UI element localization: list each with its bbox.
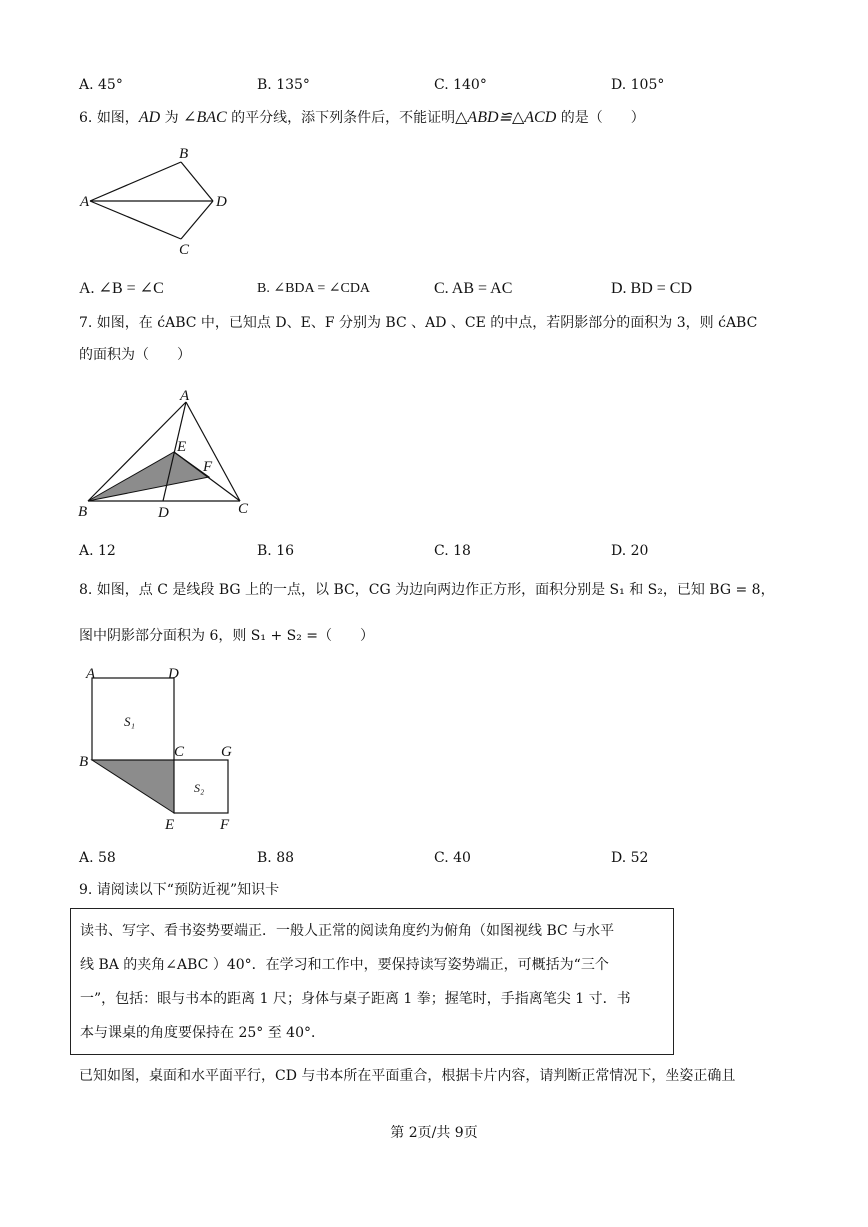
card-line-2: 线 BA 的夹角∠ABC ）40°．在学习和工作中，要保持读写姿势端正，可概括为“三个 <box>80 957 609 973</box>
page-footer: 第 2页/共 9页 <box>390 1125 478 1141</box>
q7-question-line1: 7. 如图，在 ćABC 中，已知点 D、E、F 分别为 BC 、AD 、CE 的中点，若阴影部分的面积为 3，则 ćABC <box>79 315 758 331</box>
q8-option-a: A. 58 <box>79 850 116 866</box>
card-line-1: 读书、写字、看书姿势要端正．一般人正常的阅读角度约为俯角（如图视线 BC 与水平 <box>80 923 615 939</box>
q8-label-d: D <box>168 666 179 682</box>
q6-option-c: C. AB = AC <box>434 280 513 297</box>
q8-label-s2: S₂ <box>194 781 205 795</box>
card-line-4: 本与课桌的角度要保持在 25° 至 40°． <box>80 1025 325 1041</box>
q6-prefix: 如图， <box>96 110 139 126</box>
q8-label-a: A <box>86 666 96 682</box>
q6-label-b: B <box>179 146 189 162</box>
q6-option-b: B. ∠BDA = ∠CDA <box>257 281 371 296</box>
q6-ad: AD <box>138 109 161 126</box>
q6-mid1: 为 <box>160 110 184 126</box>
q8-label-c: C <box>174 744 185 760</box>
q8-label-f: F <box>220 817 230 833</box>
q6-angle: ∠BAC <box>183 109 227 126</box>
knowledge-card <box>70 908 674 1055</box>
card-line-3: 一”，包括：眼与书本的距离 1 尺；身体与桌子距离 1 拳；握笔时，手指离笔尖 1 寸．书 <box>80 991 631 1007</box>
q8-label-s1: S₁ <box>124 714 136 729</box>
q6-triangles: △ABD≌△ACD <box>455 109 557 126</box>
q5-option-b: B. 135° <box>257 77 310 93</box>
q8-option-b: B. 88 <box>257 850 295 866</box>
q7-label-f: F <box>203 459 213 475</box>
q8-question-line2: 图中阴影部分面积为 6，则 S₁ + S₂ =（ ） <box>79 628 375 644</box>
q7-option-d: D. 20 <box>611 543 649 559</box>
q7-label-c: C <box>238 501 249 517</box>
q8-option-d: D. 52 <box>611 850 649 866</box>
q6-label-a: A <box>80 194 90 210</box>
q6-number: 6. <box>79 110 93 126</box>
q8-label-e: E <box>165 817 175 833</box>
q6-suffix: 的是（ ） <box>556 110 645 126</box>
q7-question-line2: 的面积为（ ） <box>79 347 191 363</box>
q8-label-g: G <box>221 744 232 760</box>
q7-label-d: D <box>158 505 169 521</box>
q5-option-c: C. 140° <box>434 77 487 93</box>
q5-option-d: D. 105° <box>611 77 665 93</box>
q7-option-b: B. 16 <box>257 543 295 559</box>
q8-question-line1: 8. 如图，点 C 是线段 BG 上的一点，以 BC，CG 为边向两边作正方形，面积分别是 S₁ 和 S₂，已知 BG = 8， <box>79 582 775 598</box>
q6-label-d: D <box>216 194 227 210</box>
q7-option-a: A. 12 <box>79 543 116 559</box>
q6-option-a: A. ∠B = ∠C <box>79 280 164 297</box>
q7-option-c: C. 18 <box>434 543 471 559</box>
q7-label-e: E <box>177 439 187 455</box>
q6-label-c: C <box>179 242 190 258</box>
q6-option-d: D. BD = CD <box>611 280 693 297</box>
q8-label-b: B <box>79 754 89 770</box>
q9-followup: 已知如图，桌面和水平面平行，CD 与书本所在平面重合，根据卡片内容，请判断正常情况下，坐姿正确且 <box>79 1068 736 1084</box>
q7-label-a: A <box>180 388 190 404</box>
q9-intro: 9. 请阅读以下“预防近视”知识卡 <box>79 882 280 898</box>
q7-label-b: B <box>78 504 88 520</box>
q5-option-a: A. 45° <box>79 77 123 93</box>
q8-option-c: C. 40 <box>434 850 471 866</box>
q6-mid2: 的平分线，添下列条件后，不能证明 <box>226 110 456 126</box>
